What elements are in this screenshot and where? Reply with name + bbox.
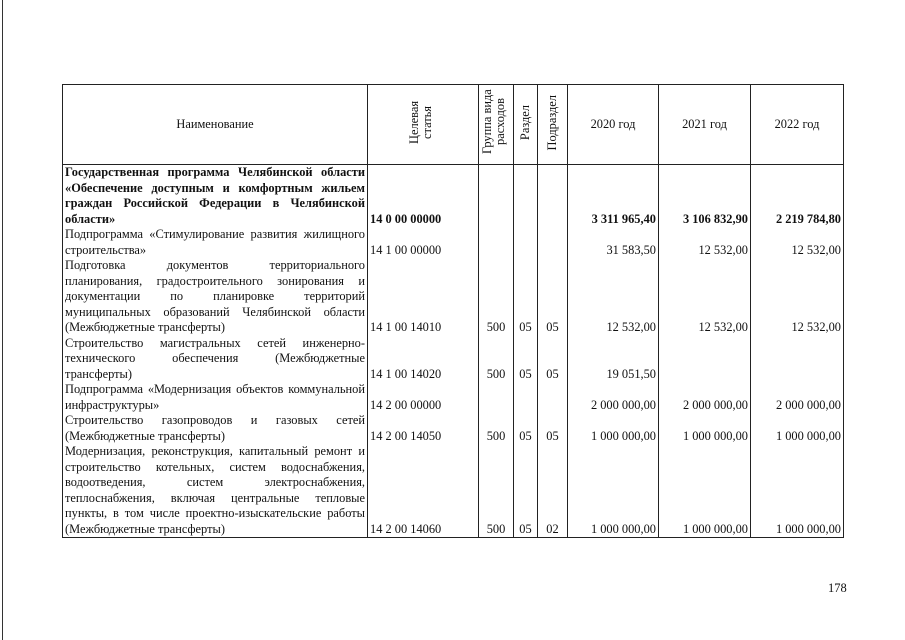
table-row bbox=[63, 258, 844, 336]
row-section: 05 bbox=[514, 336, 538, 383]
header-2021: 2021 год bbox=[659, 85, 751, 165]
row-2020: 1 000 000,00 bbox=[568, 413, 659, 444]
row-name: Строительство магистральных сетей инженерно-технического обеспечения (Межбюджетные трансферты) bbox=[63, 336, 368, 383]
header-expense-group: Группа вида расходов bbox=[479, 85, 514, 165]
row-group: 500 bbox=[479, 336, 514, 383]
row-2022: 2 219 784,80 bbox=[751, 165, 844, 228]
row-subsection bbox=[538, 227, 568, 258]
table-header-row bbox=[63, 85, 844, 165]
row-group bbox=[479, 165, 514, 228]
row-subsection bbox=[538, 382, 568, 413]
row-2022: 2 000 000,00 bbox=[751, 382, 844, 413]
header-name: Наименование bbox=[63, 85, 368, 165]
row-code: 14 2 00 14060 bbox=[368, 444, 479, 538]
row-section bbox=[514, 165, 538, 228]
row-2022: 1 000 000,00 bbox=[751, 413, 844, 444]
row-code: 14 1 00 14020 bbox=[368, 336, 479, 383]
row-2021: 12 532,00 bbox=[659, 258, 751, 336]
row-name: Подпрограмма «Модернизация объектов коммунальной инфраструктуры» bbox=[63, 382, 368, 413]
table-row bbox=[63, 382, 844, 413]
row-2020: 2 000 000,00 bbox=[568, 382, 659, 413]
row-2022 bbox=[751, 336, 844, 383]
row-2020: 3 311 965,40 bbox=[568, 165, 659, 228]
header-2020: 2020 год bbox=[568, 85, 659, 165]
budget-table bbox=[62, 84, 844, 538]
row-2021: 1 000 000,00 bbox=[659, 413, 751, 444]
row-section bbox=[514, 382, 538, 413]
row-2020: 31 583,50 bbox=[568, 227, 659, 258]
row-subsection: 05 bbox=[538, 258, 568, 336]
row-subsection: 02 bbox=[538, 444, 568, 538]
table-row bbox=[63, 165, 844, 228]
table-row bbox=[63, 336, 844, 383]
table-row bbox=[63, 413, 844, 444]
row-2022: 12 532,00 bbox=[751, 227, 844, 258]
row-code: 14 0 00 00000 bbox=[368, 165, 479, 228]
header-target-article: Целевая статья bbox=[368, 85, 479, 165]
row-2021 bbox=[659, 336, 751, 383]
row-2020: 12 532,00 bbox=[568, 258, 659, 336]
row-2020: 19 051,50 bbox=[568, 336, 659, 383]
row-section: 05 bbox=[514, 413, 538, 444]
row-name: Подпрограмма «Стимулирование развития жилищного строительства» bbox=[63, 227, 368, 258]
header-2022: 2022 год bbox=[751, 85, 844, 165]
table-row bbox=[63, 444, 844, 538]
row-section bbox=[514, 227, 538, 258]
row-name: Модернизация, реконструкция, капитальный ремонт и строительство котельных, систем водоснабжения, водоотведения, систем электроснабжения, теплоснабжения, включая центральные тепловые пункты, в том числе проектно-изыскательские работы (Межбюджетные трансферты) bbox=[63, 444, 368, 538]
row-subsection: 05 bbox=[538, 336, 568, 383]
row-code: 14 2 00 14050 bbox=[368, 413, 479, 444]
page-number: 178 bbox=[828, 581, 847, 595]
row-name: Подготовка документов территориального планирования, градостроительного зонирования и документации по планировке территорий муниципальных образований Челябинской области (Межбюджетные трансферты) bbox=[63, 258, 368, 336]
row-2021: 3 106 832,90 bbox=[659, 165, 751, 228]
row-2022: 1 000 000,00 bbox=[751, 444, 844, 538]
scan-edge-line bbox=[2, 0, 3, 640]
header-subsection: Подраздел bbox=[538, 85, 568, 165]
row-name: Строительство газопроводов и газовых сетей (Межбюджетные трансферты) bbox=[63, 413, 368, 444]
row-code: 14 1 00 00000 bbox=[368, 227, 479, 258]
row-code: 14 2 00 00000 bbox=[368, 382, 479, 413]
row-group bbox=[479, 227, 514, 258]
row-group: 500 bbox=[479, 413, 514, 444]
row-code: 14 1 00 14010 bbox=[368, 258, 479, 336]
row-name: Государственная программа Челябинской области «Обеспечение доступным и комфортным жильем граждан Российской Федерации в Челябинской области» bbox=[63, 165, 368, 228]
header-section: Раздел bbox=[514, 85, 538, 165]
row-subsection: 05 bbox=[538, 413, 568, 444]
row-2021: 2 000 000,00 bbox=[659, 382, 751, 413]
row-group bbox=[479, 382, 514, 413]
table-row bbox=[63, 227, 844, 258]
row-group: 500 bbox=[479, 444, 514, 538]
row-section: 05 bbox=[514, 444, 538, 538]
row-section: 05 bbox=[514, 258, 538, 336]
row-2020: 1 000 000,00 bbox=[568, 444, 659, 538]
row-2022: 12 532,00 bbox=[751, 258, 844, 336]
row-subsection bbox=[538, 165, 568, 228]
row-2021: 12 532,00 bbox=[659, 227, 751, 258]
row-group: 500 bbox=[479, 258, 514, 336]
row-2021: 1 000 000,00 bbox=[659, 444, 751, 538]
